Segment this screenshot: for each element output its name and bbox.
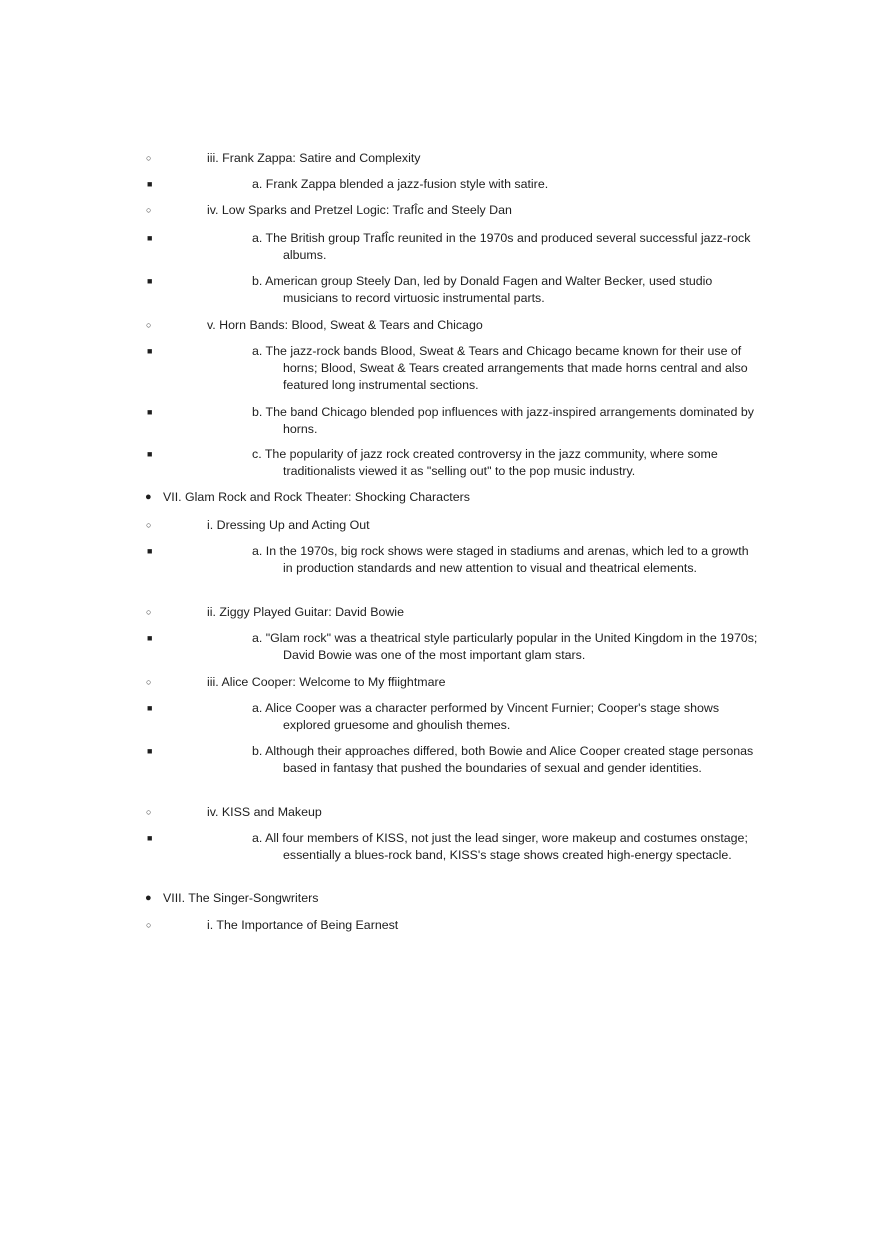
outline-item-text: i. The Importance of Being Earnest — [207, 918, 399, 932]
outline-item-text: a. The British group TrafÎc reunited in the 1970s and produced several successful jazz-rock albums. — [252, 231, 751, 262]
disc-bullet-icon: ● — [145, 491, 152, 503]
square-bullet-icon: ■ — [147, 276, 153, 286]
outline-item-text: a. The jazz-rock bands Blood, Sweat & Tears and Chicago became known for their use of horns; Blood, Sweat & Tears created arrangements that made horns central and also featured long instrumental sections. — [252, 344, 748, 392]
outline-item-text: VIII. The Singer-Songwriters — [163, 891, 319, 905]
outline-item-text: iii. Alice Cooper: Welcome to My ffiightmare — [207, 675, 446, 689]
circle-bullet-icon: ○ — [146, 520, 152, 530]
square-bullet-icon: ■ — [147, 407, 153, 417]
square-bullet-icon: ■ — [147, 233, 153, 243]
square-bullet-icon: ■ — [147, 833, 153, 843]
outline-item-text: iv. KISS and Makeup — [207, 805, 322, 819]
outline-item-text: VII. Glam Rock and Rock Theater: Shocking Characters — [163, 490, 470, 504]
outline-item-text: ii. Ziggy Played Guitar: David Bowie — [207, 605, 404, 619]
outline-item-text: b. The band Chicago blended pop influences with jazz-inspired arrangements dominated by horns. — [252, 405, 754, 436]
outline-item-text: a. All four members of KISS, not just the lead singer, wore makeup and costumes onstage; essentially a blues-rock band, KISS's stage shows created high-energy spectacle. — [252, 831, 748, 862]
outline-item-text: a. Alice Cooper was a character performed by Vincent Furnier; Cooper's stage shows explored gruesome and ghoulish themes. — [252, 701, 720, 732]
square-bullet-icon: ■ — [147, 746, 153, 756]
square-bullet-icon: ■ — [147, 449, 153, 459]
outline-item-text: c. The popularity of jazz rock created controversy in the jazz community, where some traditionalists viewed it as "selling out" to the pop music industry. — [252, 447, 718, 478]
square-bullet-icon: ■ — [147, 633, 153, 643]
outline-item-text: iii. Frank Zappa: Satire and Complexity — [207, 151, 421, 165]
outline-item-text: v. Horn Bands: Blood, Sweat & Tears and Chicago — [207, 318, 483, 332]
outline-item-text: b. Although their approaches differed, both Bowie and Alice Cooper created stage personas based in fantasy that pushed the boundaries of sexual and gender identities. — [252, 744, 754, 775]
square-bullet-icon: ■ — [147, 179, 153, 189]
circle-bullet-icon: ○ — [146, 153, 152, 163]
circle-bullet-icon: ○ — [146, 920, 152, 930]
square-bullet-icon: ■ — [147, 546, 153, 556]
outline-item-text: a. "Glam rock" was a theatrical style particularly popular in the United Kingdom in the 1970s; David Bowie was one of the most important glam stars. — [252, 631, 758, 662]
square-bullet-icon: ■ — [147, 703, 153, 713]
outline-item-text: i. Dressing Up and Acting Out — [207, 518, 370, 532]
circle-bullet-icon: ○ — [146, 320, 152, 330]
circle-bullet-icon: ○ — [146, 677, 152, 687]
outline-item-text: a. In the 1970s, big rock shows were staged in stadiums and arenas, which led to a growth in production standards and new attention to visual and theatrical elements. — [252, 544, 749, 575]
circle-bullet-icon: ○ — [146, 807, 152, 817]
disc-bullet-icon: ● — [145, 892, 152, 904]
circle-bullet-icon: ○ — [146, 607, 152, 617]
outline-item-text: iv. Low Sparks and Pretzel Logic: TrafÎc and Steely Dan — [207, 203, 512, 217]
circle-bullet-icon: ○ — [146, 205, 152, 215]
outline-item-text: b. American group Steely Dan, led by Donald Fagen and Walter Becker, used studio musicians to record virtuosic instrumental parts. — [252, 274, 713, 305]
square-bullet-icon: ■ — [147, 346, 153, 356]
outline-item-text: a. Frank Zappa blended a jazz-fusion style with satire. — [252, 177, 549, 191]
